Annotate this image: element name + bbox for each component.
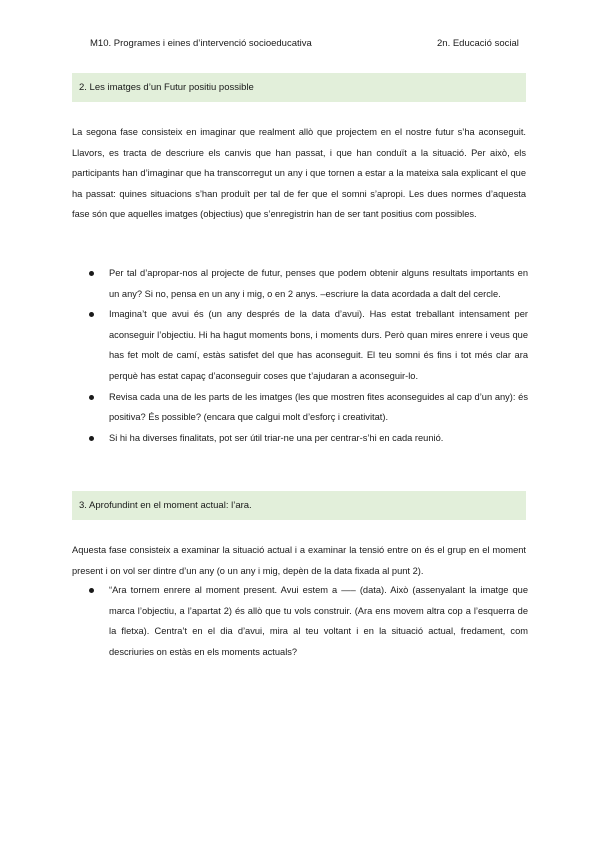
bullet-icon <box>89 588 94 593</box>
list-item <box>72 263 528 304</box>
list-item-text: “Ara tornem enrere al moment present. Avui estem a —– (data). Això (assenyalant la imatge que marca l’objectiu, a l’apartat 2) és allò que tu vols construir. (Ara ens movem altra cop a l’esquerra de la fletxa). Centra’t en el dia d’avui, mira al teu voltant i en la situació actual, fredament, com descriuries on estàs en els moments actuals? <box>109 585 528 657</box>
list-item-text: Imagina’t que avui és (un any després de la data d’avui). Has estat treballant intensament per aconseguir l’objectiu. Hi ha hagut moments bons, i moments durs. Però quan mires enrere i veus que has fet molt de camí, estàs satisfet del que has aconseguit. El teu somni és fins i tot més clar ara perquè has estat capaç d’aconseguir coses que t’ajudaran a aconseguir-lo. <box>109 309 528 381</box>
list-item <box>72 387 528 428</box>
section-3-bullet-list <box>72 580 528 662</box>
section-3-paragraph: Aquesta fase consisteix a examinar la situació actual i a examinar la tensió entre on és el grup en el moment present i on vol ser dintre d’un any (o un any i mig, depèn de la data fixada al punt 2). <box>72 545 526 576</box>
header-course-level: 2n. Educació social <box>437 38 519 49</box>
section-3-heading: 3. Aprofundint en el moment actual: l’ara. <box>72 491 526 520</box>
list-item <box>72 428 528 449</box>
bullet-icon <box>89 436 94 441</box>
list-item-text: Revisa cada una de les parts de les imatges (les que mostren fites aconseguides al cap d’un any): és positiva? És possible? (encara que calgui molt d’esforç i creativitat). <box>109 391 528 423</box>
list-item <box>72 580 528 662</box>
section-2-paragraph: La segona fase consisteix en imaginar que realment allò que projectem en el nostre futur s’ha aconseguit. Llavors, es tracta de descriure els canvis que han passat, i que han conduït a la situació. Per això, els participants han d’imaginar que ha transcorregut un any i que tornen a estar a la mateixa sala explicant el que ha passat: quines situacions s’han produït per tal de fer que el somni s’apropi. Les dues normes d’aquesta fase són que aquelles imatges (objectius) que s’enregistrin han de ser tant positius com possibles. <box>72 127 526 220</box>
list-item <box>72 304 528 386</box>
header-course-title: M10. Programes i eines d’intervenció socioeducativa <box>90 38 312 49</box>
section-2-heading: 2. Les imatges d’un Futur positiu possible <box>72 73 526 102</box>
bullet-icon <box>89 395 94 400</box>
list-item-text: Per tal d’apropar-nos al projecte de futur, penses que podem obtenir alguns resultats importants en un any? Si no, pensa en un any i mig, o en 2 anys. –escriure la data acordada a dalt del cercle. <box>109 268 528 299</box>
bullet-icon <box>89 271 94 276</box>
section-2-bullet-list <box>72 263 528 448</box>
list-item-text: Si hi ha diverses finalitats, pot ser útil triar-ne una per centrar-s’hi en cada reunió. <box>109 432 444 443</box>
bullet-icon <box>89 312 94 317</box>
